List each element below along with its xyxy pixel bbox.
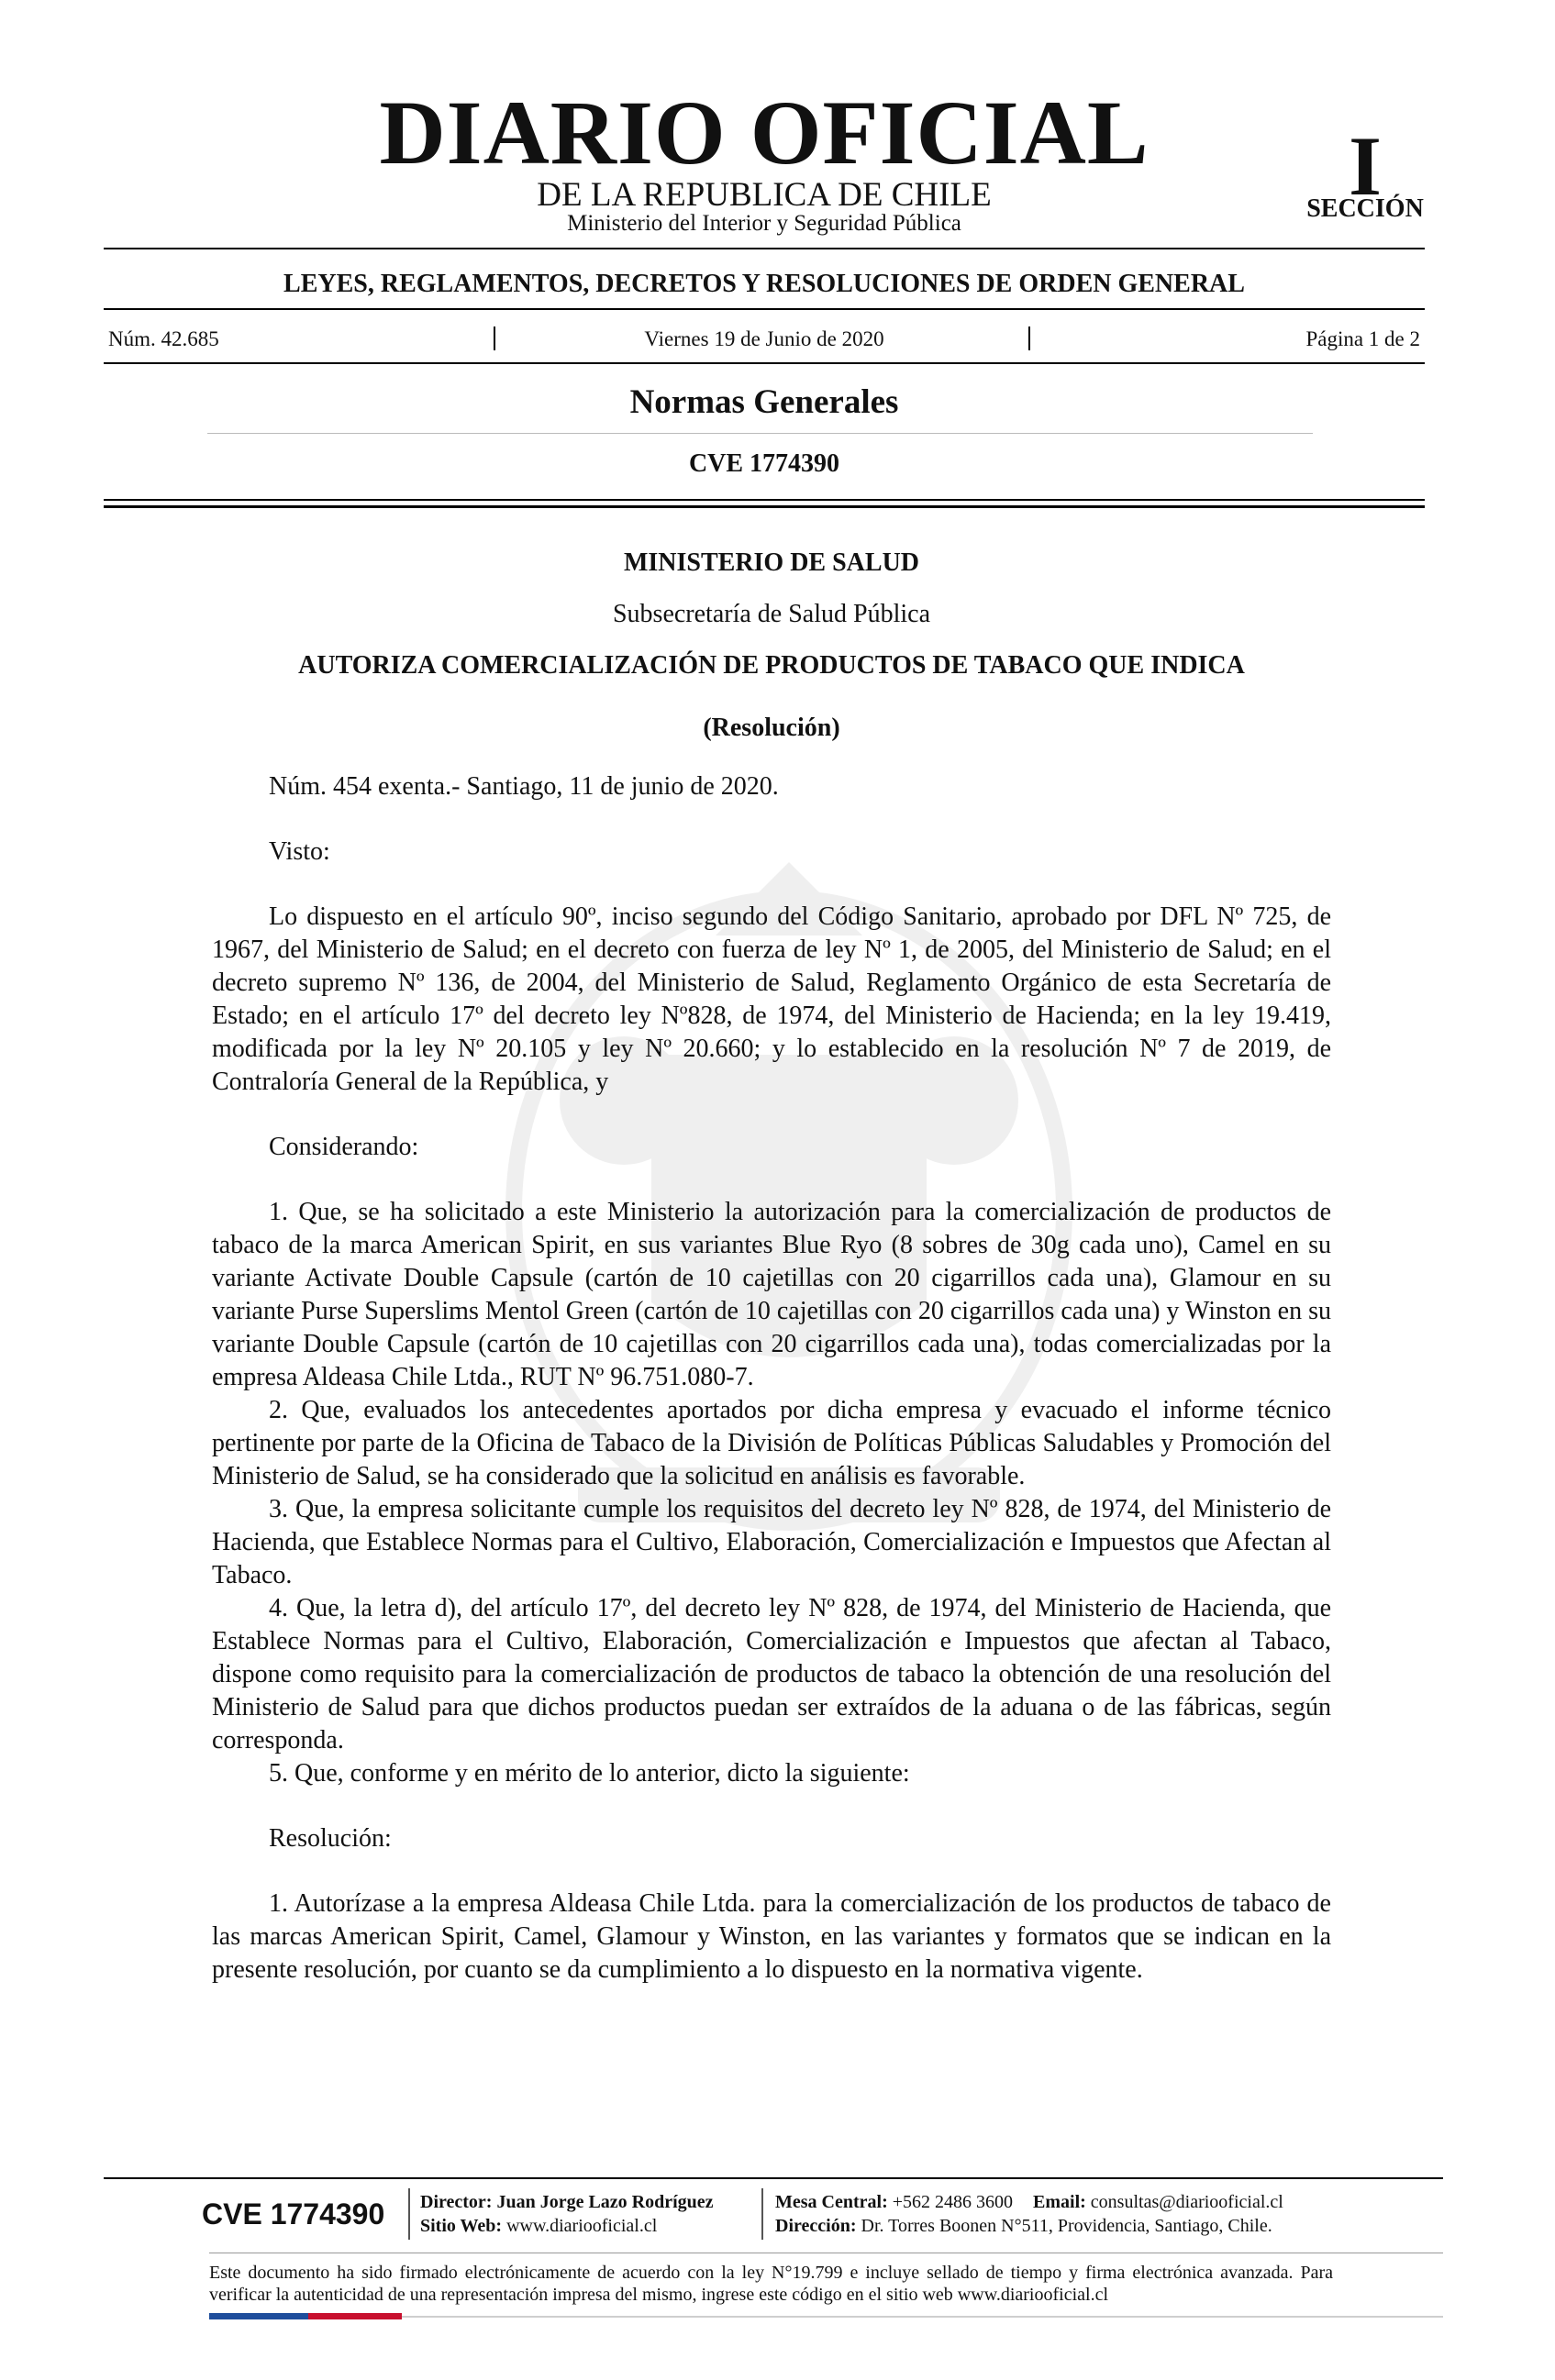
category-band: LEYES, REGLAMENTOS, DECRETOS Y RESOLUCIONES DE ORDEN GENERAL xyxy=(283,270,1245,298)
issue-number: Núm. 42.685 xyxy=(108,327,219,350)
issue-info-line xyxy=(104,323,1425,356)
considerando-item: 2. Que, evaluados los antecedentes aportados por dicha empresa y evacuado el informe técnico pertinente por parte de la Oficina de Tabaco de la División de Políticas Públicas Saludables y Promoción del Ministerio de Salud, se ha considerado que la solicitud en análisis es favorable. xyxy=(212,1396,1331,1490)
ministry-heading: MINISTERIO DE SALUD xyxy=(623,548,920,577)
phone-label: Mesa Central: xyxy=(775,2192,888,2212)
header-double-rule-top xyxy=(104,499,1425,501)
cve-code: CVE 1774390 xyxy=(688,449,840,478)
resolution-title: AUTORIZA COMERCIALIZACIÓN DE PRODUCTOS DE TABACO QUE INDICA xyxy=(298,651,1245,680)
considerando-label: Considerando: xyxy=(269,1133,419,1161)
email-label: Email: xyxy=(1033,2192,1086,2212)
director-name: Juan Jorge Lazo Rodríguez xyxy=(496,2192,714,2212)
flag-stripe-blue xyxy=(209,2313,308,2319)
document-type: (Resolución) xyxy=(703,714,840,742)
masthead-divider xyxy=(104,248,1425,249)
newspaper-title: DIARIO OFICIAL xyxy=(379,82,1150,183)
considerando-item: 4. Que, la letra d), del artículo 17º, del decreto ley Nº 828, de 1974, del Ministerio de Hacienda, que Establece Normas para el Cultivo, Elaboración, Comercialización e Impuestos que afectan al Tabaco, dispone como requisito para la comercialización de productos de tabaco la obtención de una resolución del Ministerio de Salud para que dichos productos puedan ser extraídos de la aduana o de las fábricas, según corresponda. xyxy=(212,1594,1331,1755)
footer-cve-code: CVE 1774390 xyxy=(202,2197,385,2231)
electronic-signature-note: Este documento ha sido firmado electrónicamente de acuerdo con la ley N°19.799 e incluye sellado de tiempo y firma electrónica avanzada. Para verificar la autenticidad de una representación impresa del mismo, ingrese este código en el sitio web www.diariooficial.cl xyxy=(209,2263,1333,2305)
footer-contact-block xyxy=(775,2190,1283,2238)
footer-divider xyxy=(104,2177,1443,2179)
footer-director-block xyxy=(420,2190,714,2238)
considerando-item: 3. Que, la empresa solicitante cumple los requisitos del decreto ley Nº 828, de 1974, del Ministerio de Hacienda, que Establece Normas para el Cultivo, Elaboración, Comercialización e Impuestos que Afectan al Tabaco. xyxy=(212,1495,1331,1589)
resolucion-label: Resolución: xyxy=(269,1824,392,1853)
header-double-rule-bottom xyxy=(104,505,1425,508)
document-body xyxy=(212,770,1331,1987)
newspaper-subtitle: DE LA REPUBLICA DE CHILE xyxy=(537,176,992,214)
email-link[interactable]: consultas@diariooficial.cl xyxy=(1090,2192,1283,2212)
section-label: SECCIÓN xyxy=(1306,194,1424,223)
flag-stripe-line xyxy=(402,2316,1443,2318)
ministry-line: Ministerio del Interior y Seguridad Pública xyxy=(567,211,961,236)
director-label: Director: xyxy=(420,2192,493,2212)
visto-paragraph: Lo dispuesto en el artículo 90º, inciso segundo del Código Sanitario, aprobado por DFL Nº 725, de 1967, del Ministerio de Salud; en el decreto con fuerza de ley Nº 1, de 2005, del Ministerio de Salud; en el decreto supremo Nº 136, de 2004, del Ministerio de Salud, Reglamento Orgánico de esta Secretaría de Estado; en el artículo 17º del decreto ley Nº828, de 1974, del Ministerio de Hacienda; en la ley 19.419, modificada por la ley Nº 20.105 y ley Nº 20.660; y lo establecido en la resolución Nº 7 de 2019, de Contraloría General de la República, y xyxy=(212,902,1331,1096)
info-separator xyxy=(1028,327,1030,350)
address-label: Dirección: xyxy=(775,2216,857,2236)
category-divider xyxy=(104,308,1425,310)
issue-date: Viernes 19 de Junio de 2020 xyxy=(644,327,884,350)
considerando-item: 5. Que, conforme y en mérito de lo anterior, dicto la siguiente: xyxy=(269,1759,910,1788)
section-title-underline xyxy=(207,433,1313,434)
considerando-item: 1. Que, se ha solicitado a este Ministerio la autorización para la comercialización de productos de tabaco de la marca American Spirit, en sus variantes Blue Ryo (8 sobres de 30g cada uno), Camel en su variante Activate Double Capsule (cartón de 10 cajetillas con 20 cigarrillos cada una), Glamour en su variante Purse Superslims Mentol Green (cartón de 10 cajetillas con 20 cigarrillos cada una) y Winston en su variante Double Capsule (cartón de 10 cajetillas con 20 cigarrillos cada una), todas comercializadas por la empresa Aldeasa Chile Ltda., RUT Nº 96.751.080-7. xyxy=(212,1198,1331,1391)
footer-separator xyxy=(761,2188,763,2240)
page-indicator: Página 1 de 2 xyxy=(1305,327,1420,350)
flag-stripe-red xyxy=(308,2313,402,2319)
section-number: I xyxy=(1349,119,1382,213)
address-value: Dr. Torres Boonen N°511, Providencia, Santiago, Chile. xyxy=(861,2216,1272,2236)
visto-label: Visto: xyxy=(269,837,330,866)
website-label: Sitio Web: xyxy=(420,2216,503,2236)
resolucion-item: 1. Autorízase a la empresa Aldeasa Chile Ltda. para la comercialización de los productos de tabaco de las marcas American Spirit, Camel, Glamour y Winston, en las variantes y formatos que se indican en la presente resolución, por cuanto se da cumplimiento a lo dispuesto en la normativa vigente. xyxy=(212,1889,1331,1984)
info-divider xyxy=(104,362,1425,364)
footer-separator xyxy=(408,2188,410,2240)
section-title: Normas Generales xyxy=(629,383,899,421)
subsecretariat-heading: Subsecretaría de Salud Pública xyxy=(612,600,930,628)
website-link[interactable]: www.diariooficial.cl xyxy=(506,2216,658,2236)
phone-value: +562 2486 3600 xyxy=(892,2192,1014,2212)
resolution-number-line: Núm. 454 exenta.- Santiago, 11 de junio de 2020. xyxy=(269,772,779,801)
masthead xyxy=(104,82,1425,243)
